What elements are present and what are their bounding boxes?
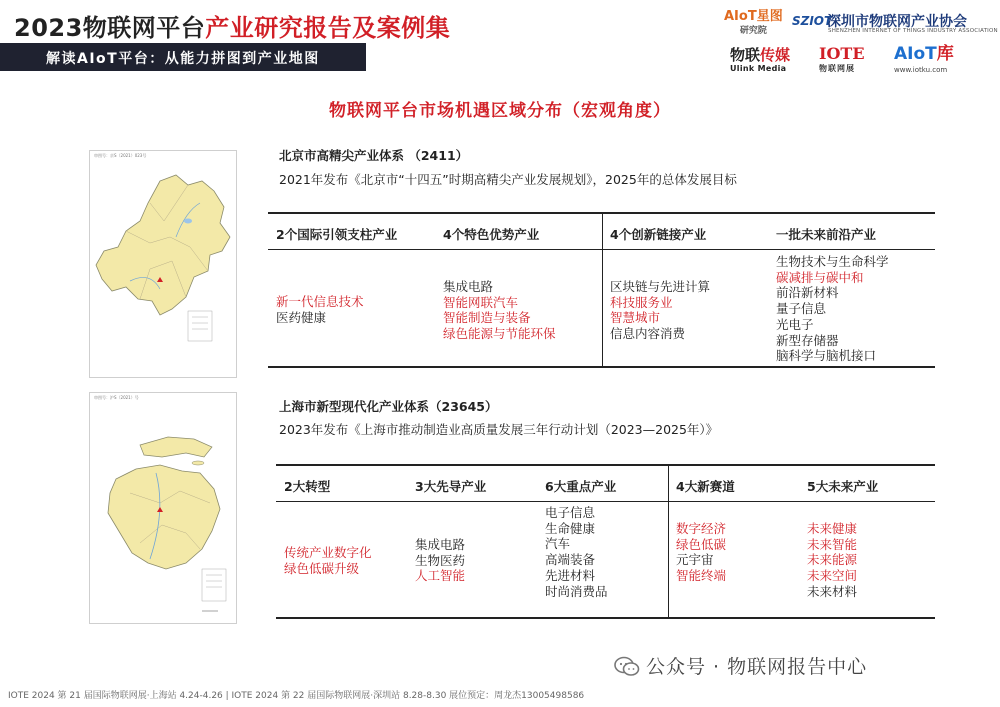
shanghai-map — [89, 392, 237, 624]
iote-logo: IOTE 物联网展 — [819, 44, 865, 73]
ulink-media-logo: 物联传媒 Ulink Media — [730, 46, 791, 73]
beijing-col-header: 2个国际引领支柱产业 — [276, 227, 398, 242]
beijing-cell-list — [443, 279, 556, 342]
report-title-red: 产业研究报告及案例集 — [205, 14, 451, 42]
beijing-map-caption: 审图号：京S（2021）023号 — [94, 153, 147, 158]
industry-item: 集成电路 — [443, 279, 494, 294]
shanghai-col-header: 5大未来产业 — [807, 479, 879, 494]
industry-item: 光电子 — [776, 316, 814, 332]
shanghai-cell-list — [415, 537, 465, 584]
industry-item: 传统产业数字化 — [284, 545, 372, 560]
wechat-icon — [614, 656, 640, 678]
industry-item: 高端装备 — [545, 552, 596, 568]
shanghai-title: 上海市新型现代化产业体系（23645） — [279, 399, 498, 414]
industry-item: 生命健康 — [545, 520, 596, 536]
industry-item: 未来能源 — [807, 552, 858, 568]
industry-item: 医药健康 — [276, 309, 327, 325]
industry-item: 科技服务业 — [610, 294, 673, 310]
sziot-logo-mark: SZIOT — [792, 14, 833, 28]
beijing-col-header: 4个特色优势产业 — [443, 227, 540, 242]
industry-item: 集成电路 — [415, 537, 466, 552]
shanghai-industry-table — [276, 464, 935, 619]
industry-item: 生物技术与生命科学 — [776, 254, 889, 269]
beijing-map — [89, 150, 237, 378]
footer-note: IOTE 2024 第 21 届国际物联网展·上海站 4.24-4.26 | IOTE 2024 第 22 届国际物联网展·深圳站 8.28-8.30 展位预定：周龙杰13005498586 — [8, 691, 585, 701]
shanghai-cell-list — [545, 505, 608, 599]
industry-item: 智能制造与装备 — [443, 310, 531, 326]
beijing-col-header: 一批未来前沿产业 — [776, 227, 877, 242]
report-title-black: 2023物联网平台 — [14, 14, 206, 42]
shanghai-cell-list — [807, 521, 857, 600]
shanghai-map-caption: 审图号：沪S（2021）号 — [94, 395, 139, 400]
shanghai-cell-list — [284, 545, 372, 576]
slide-title: 物联网平台市场机遇区域分布（宏观角度） — [329, 101, 671, 121]
industry-item: 未来智能 — [807, 536, 858, 552]
industry-item: 绿色低碳升级 — [284, 560, 360, 576]
beijing-industry-table — [268, 212, 935, 368]
aiot-lib-logo: AIoT库 www.iotku.com — [894, 44, 954, 74]
industry-item: 未来材料 — [807, 583, 858, 599]
shanghai-col-header: 6大重点产业 — [545, 479, 617, 494]
industry-item: 智能终端 — [676, 568, 727, 584]
beijing-col-2 — [602, 214, 603, 366]
sziot-logo-en: SHENZHEN INTERNET OF THINGS INDUSTRY ASSOCIATION — [828, 28, 998, 34]
industry-item: 信息内容消费 — [610, 326, 686, 342]
industry-item: 绿色能源与节能环保 — [443, 326, 556, 342]
beijing-desc: 2021年发布《北京市“十四五”时期高精尖产业发展规划》，2025年的总体发展目标 — [279, 172, 737, 187]
aiot-group-logo: AIoT星图 研究院 — [724, 9, 783, 36]
shanghai-desc: 2023年发布《上海市推动制造业高质量发展三年行动计划（2023—2025年）》 — [279, 422, 719, 437]
industry-item: 数字经济 — [676, 521, 727, 536]
report-title — [14, 8, 450, 43]
wechat-watermark: 公众号 · 物联网报告中心 — [646, 656, 868, 678]
industry-item: 生物医药 — [415, 552, 466, 568]
industry-item: 量子信息 — [776, 301, 827, 317]
industry-item: 未来空间 — [807, 568, 858, 584]
sziot-logo-name: 深圳市物联网产业协会 — [827, 14, 967, 30]
industry-item: 新一代信息技术 — [276, 294, 364, 309]
shanghai-col-divider — [668, 466, 669, 617]
industry-item: 时尚消费品 — [545, 583, 608, 599]
shanghai-map-shape — [90, 393, 238, 625]
industry-item: 绿色低碳 — [676, 536, 727, 552]
industry-item: 脑科学与脑机接口 — [776, 348, 877, 364]
shanghai-col-header: 4大新赛道 — [676, 479, 735, 494]
industry-item: 未来健康 — [807, 521, 858, 536]
beijing-cell-list — [776, 254, 889, 364]
industry-item: 人工智能 — [415, 568, 466, 584]
shanghai-col-header: 3大先导产业 — [415, 479, 487, 494]
industry-item: 智慧城市 — [610, 310, 661, 326]
industry-item: 碳减排与碳中和 — [776, 269, 864, 285]
beijing-map-shape — [90, 151, 238, 379]
report-subtitle: 解读AIoT平台：从能力拼图到产业地图 — [0, 43, 366, 71]
beijing-cell-list — [276, 294, 364, 325]
beijing-col-header: 4个创新链接产业 — [610, 227, 707, 242]
industry-item: 新型存储器 — [776, 332, 839, 348]
shanghai-cell-list — [676, 521, 726, 584]
industry-item: 前沿新材料 — [776, 285, 839, 301]
industry-item: 汽车 — [545, 536, 571, 552]
industry-item: 区块链与先进计算 — [610, 279, 711, 294]
beijing-cell-list — [610, 279, 710, 342]
industry-item: 元宇宙 — [676, 552, 714, 568]
industry-item: 先进材料 — [545, 567, 596, 583]
industry-item: 电子信息 — [545, 505, 596, 520]
beijing-title: 北京市高精尖产业体系 （2411） — [279, 148, 469, 163]
industry-item: 智能网联汽车 — [443, 294, 519, 310]
shanghai-col-header: 2大转型 — [284, 479, 331, 494]
